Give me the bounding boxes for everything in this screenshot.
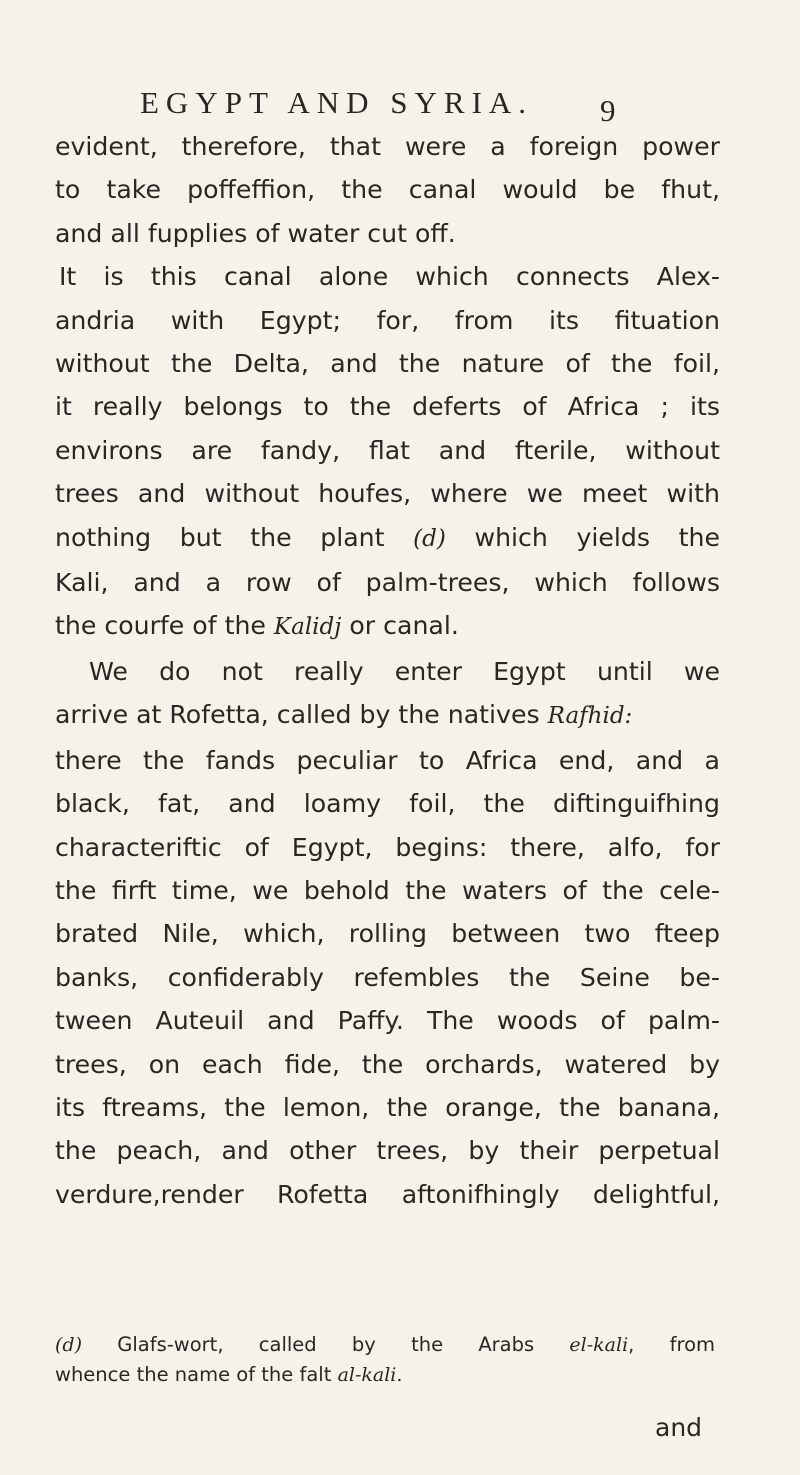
text-line: environs are fandy, flat and fterile, without <box>55 435 720 465</box>
text-line: tween Auteuil and Paffy. The woods of palm- <box>55 1006 720 1036</box>
text-line: Kali, and a row of palm-trees, which follows <box>55 568 720 598</box>
text-line <box>55 604 720 649</box>
footnote-line <box>55 1330 715 1360</box>
text-segment: whence the name of the falt <box>55 1363 338 1386</box>
footnote-reference: (d) <box>413 525 446 552</box>
text-line: there the fands peculiar to Africa end, and a <box>55 745 720 775</box>
text-line: We do not really enter Egypt until we <box>89 656 720 686</box>
page-header <box>0 85 800 128</box>
text-line: to take poffeffion, the canal would be fhut, <box>55 175 720 205</box>
text-line <box>55 693 720 738</box>
page-number: 9 <box>600 93 616 128</box>
text-line: banks, confiderably refembles the Seine be- <box>55 962 720 992</box>
text-line: and all fupplies of water cut off. <box>55 218 456 248</box>
text-segment: Glafs-wort, called by the Arabs <box>82 1333 570 1356</box>
footnote-marker: (d) <box>55 1334 82 1356</box>
text-line: the firft time, we behold the waters of the cele- <box>55 875 720 905</box>
text-segment: or canal. <box>341 611 459 641</box>
text-segment: which yields the <box>445 522 720 552</box>
text-line <box>55 516 720 561</box>
running-head: EGYPT AND SYRIA. <box>140 85 534 120</box>
text-line: without the Delta, and the nature of the foil, <box>55 349 720 379</box>
text-segment: arrive at Rofetta, called by the natives <box>55 700 548 730</box>
italic-term: Rafhid: <box>547 703 633 730</box>
body-text <box>55 125 720 1216</box>
text-line: characteriftic of Egypt, begins: there, alfo, for <box>55 832 720 862</box>
text-line: brated Nile, which, rolling between two fteep <box>55 919 720 949</box>
footnote-line <box>55 1360 715 1390</box>
italic-term: el-kali <box>569 1334 629 1356</box>
text-segment: nothing but the plant <box>55 522 414 552</box>
footnote <box>55 1330 715 1390</box>
text-line: black, fat, and loamy foil, the diftinguifhing <box>55 789 720 819</box>
text-line: the peach, and other trees, by their perpetual <box>55 1136 720 1166</box>
text-segment: the courfe of the <box>55 611 274 641</box>
italic-term: Kalidj <box>273 614 342 641</box>
text-segment: , from <box>628 1333 715 1356</box>
text-line: evident, therefore, that were a foreign power <box>55 132 720 161</box>
text-line: trees, on each fide, the orchards, watered by <box>55 1049 720 1079</box>
italic-term: al-kali. <box>337 1364 403 1386</box>
text-line: it really belongs to the deferts of Africa ; its <box>55 392 720 422</box>
text-line: It is this canal alone which connects Alex- <box>59 262 720 292</box>
text-line: its ftreams, the lemon, the orange, the banana, <box>55 1092 720 1122</box>
text-line: trees and without houfes, where we meet with <box>55 479 720 509</box>
text-line: verdure,render Rofetta aftonifhingly delightful, <box>55 1179 720 1209</box>
text-line: andria with Egypt; for, from its fituation <box>55 305 720 335</box>
catchword: and <box>655 1413 703 1442</box>
